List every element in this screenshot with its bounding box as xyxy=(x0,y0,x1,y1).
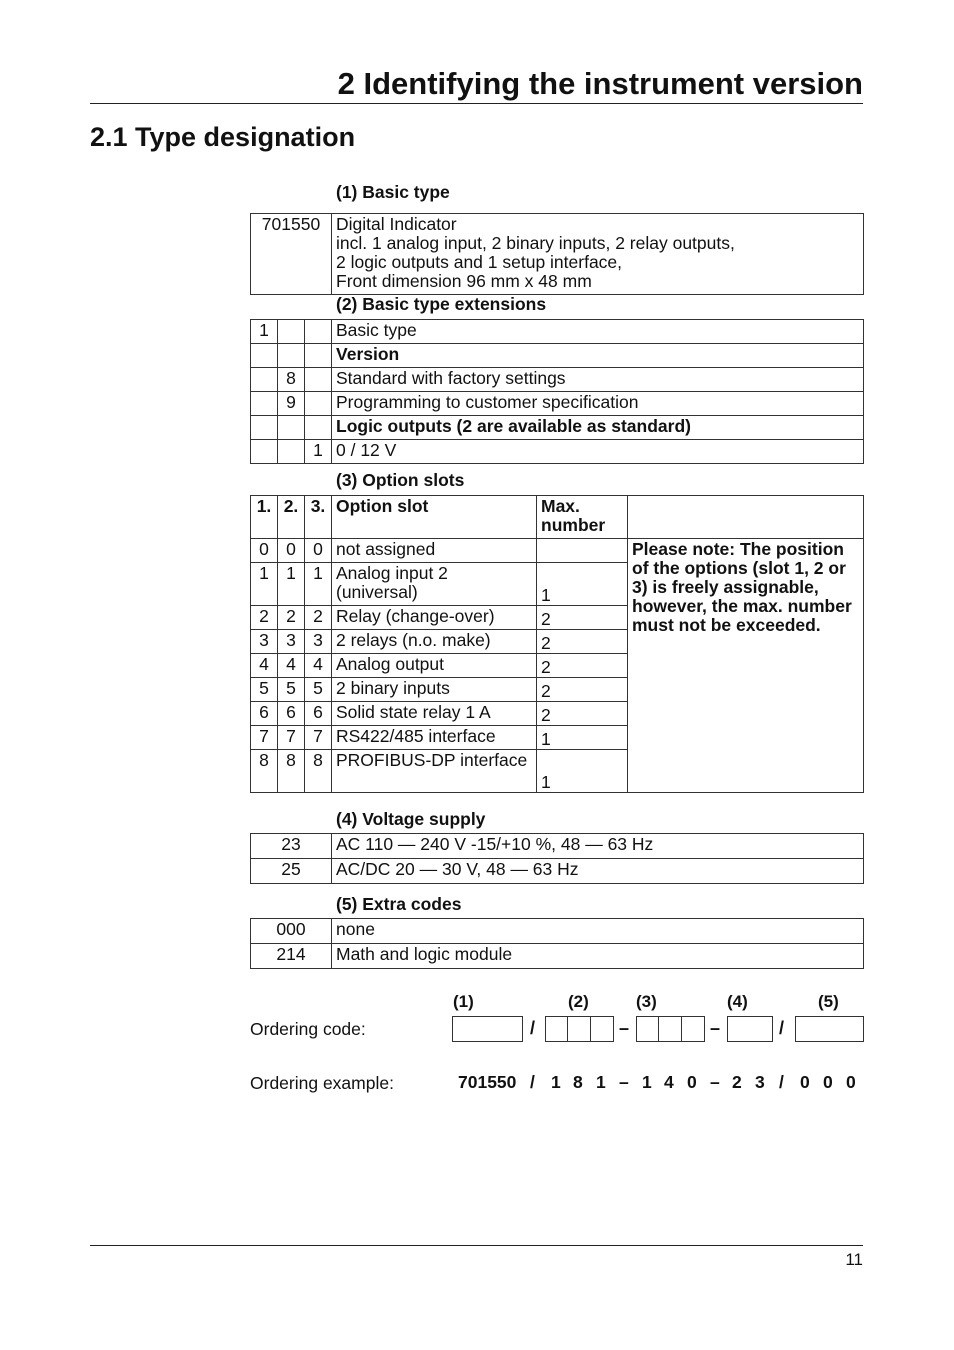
option-max-number: 2 xyxy=(537,678,628,702)
table-row xyxy=(251,392,864,416)
code-box-slot-2 xyxy=(658,1016,682,1042)
code-box-basic-type xyxy=(452,1016,523,1042)
basic-type-description xyxy=(332,214,864,295)
ext-description: Logic outputs (2 are available as standard) xyxy=(332,416,864,440)
table-row xyxy=(251,344,864,368)
ext-description: 0 / 12 V xyxy=(332,440,864,464)
option-slots-heading: (3) Option slots xyxy=(336,470,465,490)
slot-2-code: 6 xyxy=(278,702,305,726)
basic-type-code: 701550 xyxy=(251,214,332,295)
slot-3-code: 3 xyxy=(305,630,332,654)
option-max-number: 2 xyxy=(537,654,628,678)
voltage-supply-heading: (4) Voltage supply xyxy=(336,809,486,829)
table-header-row xyxy=(251,496,864,539)
voltage-supply-description: AC/DC 20 — 30 V, 48 — 63 Hz xyxy=(332,859,864,884)
code-box-voltage xyxy=(727,1016,773,1042)
ext-col-2 xyxy=(278,344,305,368)
example-separator: – xyxy=(619,1072,629,1092)
slot-2-code: 0 xyxy=(278,539,305,563)
extra-codes-description: Math and logic module xyxy=(332,944,864,969)
col-header-max-number: Max. number xyxy=(537,496,628,539)
slot-1-code: 5 xyxy=(251,678,278,702)
example-digit: 1 xyxy=(551,1072,561,1092)
table-row xyxy=(251,859,864,884)
slot-3-code: 6 xyxy=(305,702,332,726)
option-max-number: 2 xyxy=(537,630,628,654)
separator-slash: / xyxy=(530,1018,536,1038)
slot-3-code: 4 xyxy=(305,654,332,678)
example-digit: 0 xyxy=(823,1072,833,1092)
slot-1-code: 8 xyxy=(251,750,278,793)
basic-type-heading: (1) Basic type xyxy=(336,182,450,202)
code-box-ext-2 xyxy=(567,1016,591,1042)
extensions-table xyxy=(250,319,864,464)
option-max-number: 1 xyxy=(537,726,628,750)
option-name: 2 relays (n.o. make) xyxy=(332,630,537,654)
chapter-title: 2 Identifying the instrument version xyxy=(337,66,863,101)
slot-3-code: 1 xyxy=(305,563,332,606)
code-box-ext-3 xyxy=(590,1016,614,1042)
slot-1-code: 1 xyxy=(251,563,278,606)
slot-2-code: 7 xyxy=(278,726,305,750)
ext-col-3 xyxy=(305,392,332,416)
table-row xyxy=(251,919,864,944)
ext-col-3 xyxy=(305,416,332,440)
table-row xyxy=(251,416,864,440)
ext-col-1 xyxy=(251,344,278,368)
ext-description: Programming to customer specification xyxy=(332,392,864,416)
ext-col-1 xyxy=(251,368,278,392)
ext-col-3: 1 xyxy=(305,440,332,464)
option-name: not assigned xyxy=(332,539,537,563)
col-header-empty xyxy=(628,496,864,539)
extra-codes-code: 214 xyxy=(251,944,332,969)
description-line: incl. 1 analog input, 2 binary inputs, 2 relay outputs, xyxy=(336,233,735,253)
col-header-slot-1: 1. xyxy=(251,496,278,539)
option-name: Analog output xyxy=(332,654,537,678)
option-slots-table xyxy=(250,495,864,793)
separator-dash: – xyxy=(619,1018,630,1038)
ext-description: Version xyxy=(332,344,864,368)
slot-1-code: 3 xyxy=(251,630,278,654)
slot-2-code: 5 xyxy=(278,678,305,702)
ext-col-2 xyxy=(278,440,305,464)
separator-slash: / xyxy=(779,1018,785,1038)
extra-codes-description: none xyxy=(332,919,864,944)
voltage-supply-code: 25 xyxy=(251,859,332,884)
note-text: Please note: The position of the options (slot 1, 2 or 3) is freely assignable, however, the max. number must not be exceeded. xyxy=(628,539,864,793)
table-row xyxy=(251,214,864,295)
col-header-option-slot: Option slot xyxy=(332,496,537,539)
group-label-3: (3) xyxy=(636,992,657,1011)
ext-description: Standard with factory settings xyxy=(332,368,864,392)
ext-col-3 xyxy=(305,368,332,392)
code-box-slot-3 xyxy=(681,1016,705,1042)
header-rule xyxy=(90,103,863,104)
code-box-ext-1 xyxy=(545,1016,568,1042)
ext-col-1 xyxy=(251,392,278,416)
group-label-2: (2) xyxy=(568,992,589,1011)
group-label-5: (5) xyxy=(818,992,839,1011)
voltage-supply-table xyxy=(250,833,864,884)
ext-col-3 xyxy=(305,320,332,344)
description-line: Digital Indicator xyxy=(336,214,457,234)
voltage-supply-code: 23 xyxy=(251,834,332,859)
extensions-heading: (2) Basic type extensions xyxy=(336,294,547,314)
slot-2-code: 4 xyxy=(278,654,305,678)
example-digit: 0 xyxy=(800,1072,810,1092)
option-name: Analog input 2 (universal) xyxy=(332,563,537,606)
slot-3-code: 7 xyxy=(305,726,332,750)
col-header-slot-3: 3. xyxy=(305,496,332,539)
option-name: PROFIBUS-DP interface xyxy=(332,750,537,793)
slot-3-code: 8 xyxy=(305,750,332,793)
group-label-4: (4) xyxy=(727,992,748,1011)
option-max-number: 1 xyxy=(537,750,628,793)
ext-col-1: 1 xyxy=(251,320,278,344)
example-separator: / xyxy=(530,1072,535,1092)
table-row xyxy=(251,539,864,563)
slot-1-code: 0 xyxy=(251,539,278,563)
table-row xyxy=(251,440,864,464)
page-number: 11 xyxy=(845,1250,863,1269)
example-basic-type: 701550 xyxy=(458,1072,517,1092)
option-name: Relay (change-over) xyxy=(332,606,537,630)
example-digit: 0 xyxy=(846,1072,856,1092)
voltage-supply-description: AC 110 — 240 V -15/+10 %, 48 — 63 Hz xyxy=(332,834,864,859)
option-max-number: 2 xyxy=(537,702,628,726)
description-line: 2 logic outputs and 1 setup interface, xyxy=(336,252,623,272)
slot-1-code: 4 xyxy=(251,654,278,678)
example-digit: 1 xyxy=(596,1072,606,1092)
ext-col-3 xyxy=(305,344,332,368)
ext-description: Basic type xyxy=(332,320,864,344)
option-name: RS422/485 interface xyxy=(332,726,537,750)
example-digit: 0 xyxy=(687,1072,697,1092)
description-line: Front dimension 96 mm x 48 mm xyxy=(336,271,592,291)
example-separator: – xyxy=(710,1072,720,1092)
section-title: 2.1 Type designation xyxy=(90,122,356,152)
example-digit: 3 xyxy=(755,1072,765,1092)
table-row xyxy=(251,320,864,344)
slot-3-code: 0 xyxy=(305,539,332,563)
table-row xyxy=(251,368,864,392)
code-box-extra xyxy=(795,1016,864,1042)
option-max-number: 2 xyxy=(537,606,628,630)
ext-col-1 xyxy=(251,416,278,440)
slot-3-code: 5 xyxy=(305,678,332,702)
slot-2-code: 3 xyxy=(278,630,305,654)
group-label-1: (1) xyxy=(453,992,474,1011)
ext-col-2: 9 xyxy=(278,392,305,416)
code-box-slot-1 xyxy=(636,1016,659,1042)
example-digit: 2 xyxy=(732,1072,742,1092)
ext-col-1 xyxy=(251,440,278,464)
ordering-code-label: Ordering code: xyxy=(250,1019,366,1039)
example-separator: / xyxy=(779,1072,784,1092)
option-name: 2 binary inputs xyxy=(332,678,537,702)
ext-col-2 xyxy=(278,320,305,344)
example-digit: 4 xyxy=(664,1072,674,1092)
extra-codes-heading: (5) Extra codes xyxy=(336,894,462,914)
option-name: Solid state relay 1 A xyxy=(332,702,537,726)
slot-1-code: 2 xyxy=(251,606,278,630)
basic-type-table xyxy=(250,213,864,295)
footer-rule xyxy=(90,1245,863,1246)
slot-1-code: 6 xyxy=(251,702,278,726)
ext-col-2: 8 xyxy=(278,368,305,392)
extra-codes-table xyxy=(250,918,864,969)
col-header-slot-2: 2. xyxy=(278,496,305,539)
slot-3-code: 2 xyxy=(305,606,332,630)
table-row xyxy=(251,834,864,859)
ordering-example-label: Ordering example: xyxy=(250,1073,394,1093)
example-digit: 1 xyxy=(642,1072,652,1092)
ext-col-2 xyxy=(278,416,305,440)
example-digit: 8 xyxy=(573,1072,583,1092)
slot-2-code: 2 xyxy=(278,606,305,630)
separator-dash: – xyxy=(710,1018,721,1038)
slot-2-code: 8 xyxy=(278,750,305,793)
table-row xyxy=(251,944,864,969)
extra-codes-code: 000 xyxy=(251,919,332,944)
option-max-number: 1 xyxy=(537,563,628,606)
slot-2-code: 1 xyxy=(278,563,305,606)
option-max-number xyxy=(537,539,628,563)
slot-1-code: 7 xyxy=(251,726,278,750)
